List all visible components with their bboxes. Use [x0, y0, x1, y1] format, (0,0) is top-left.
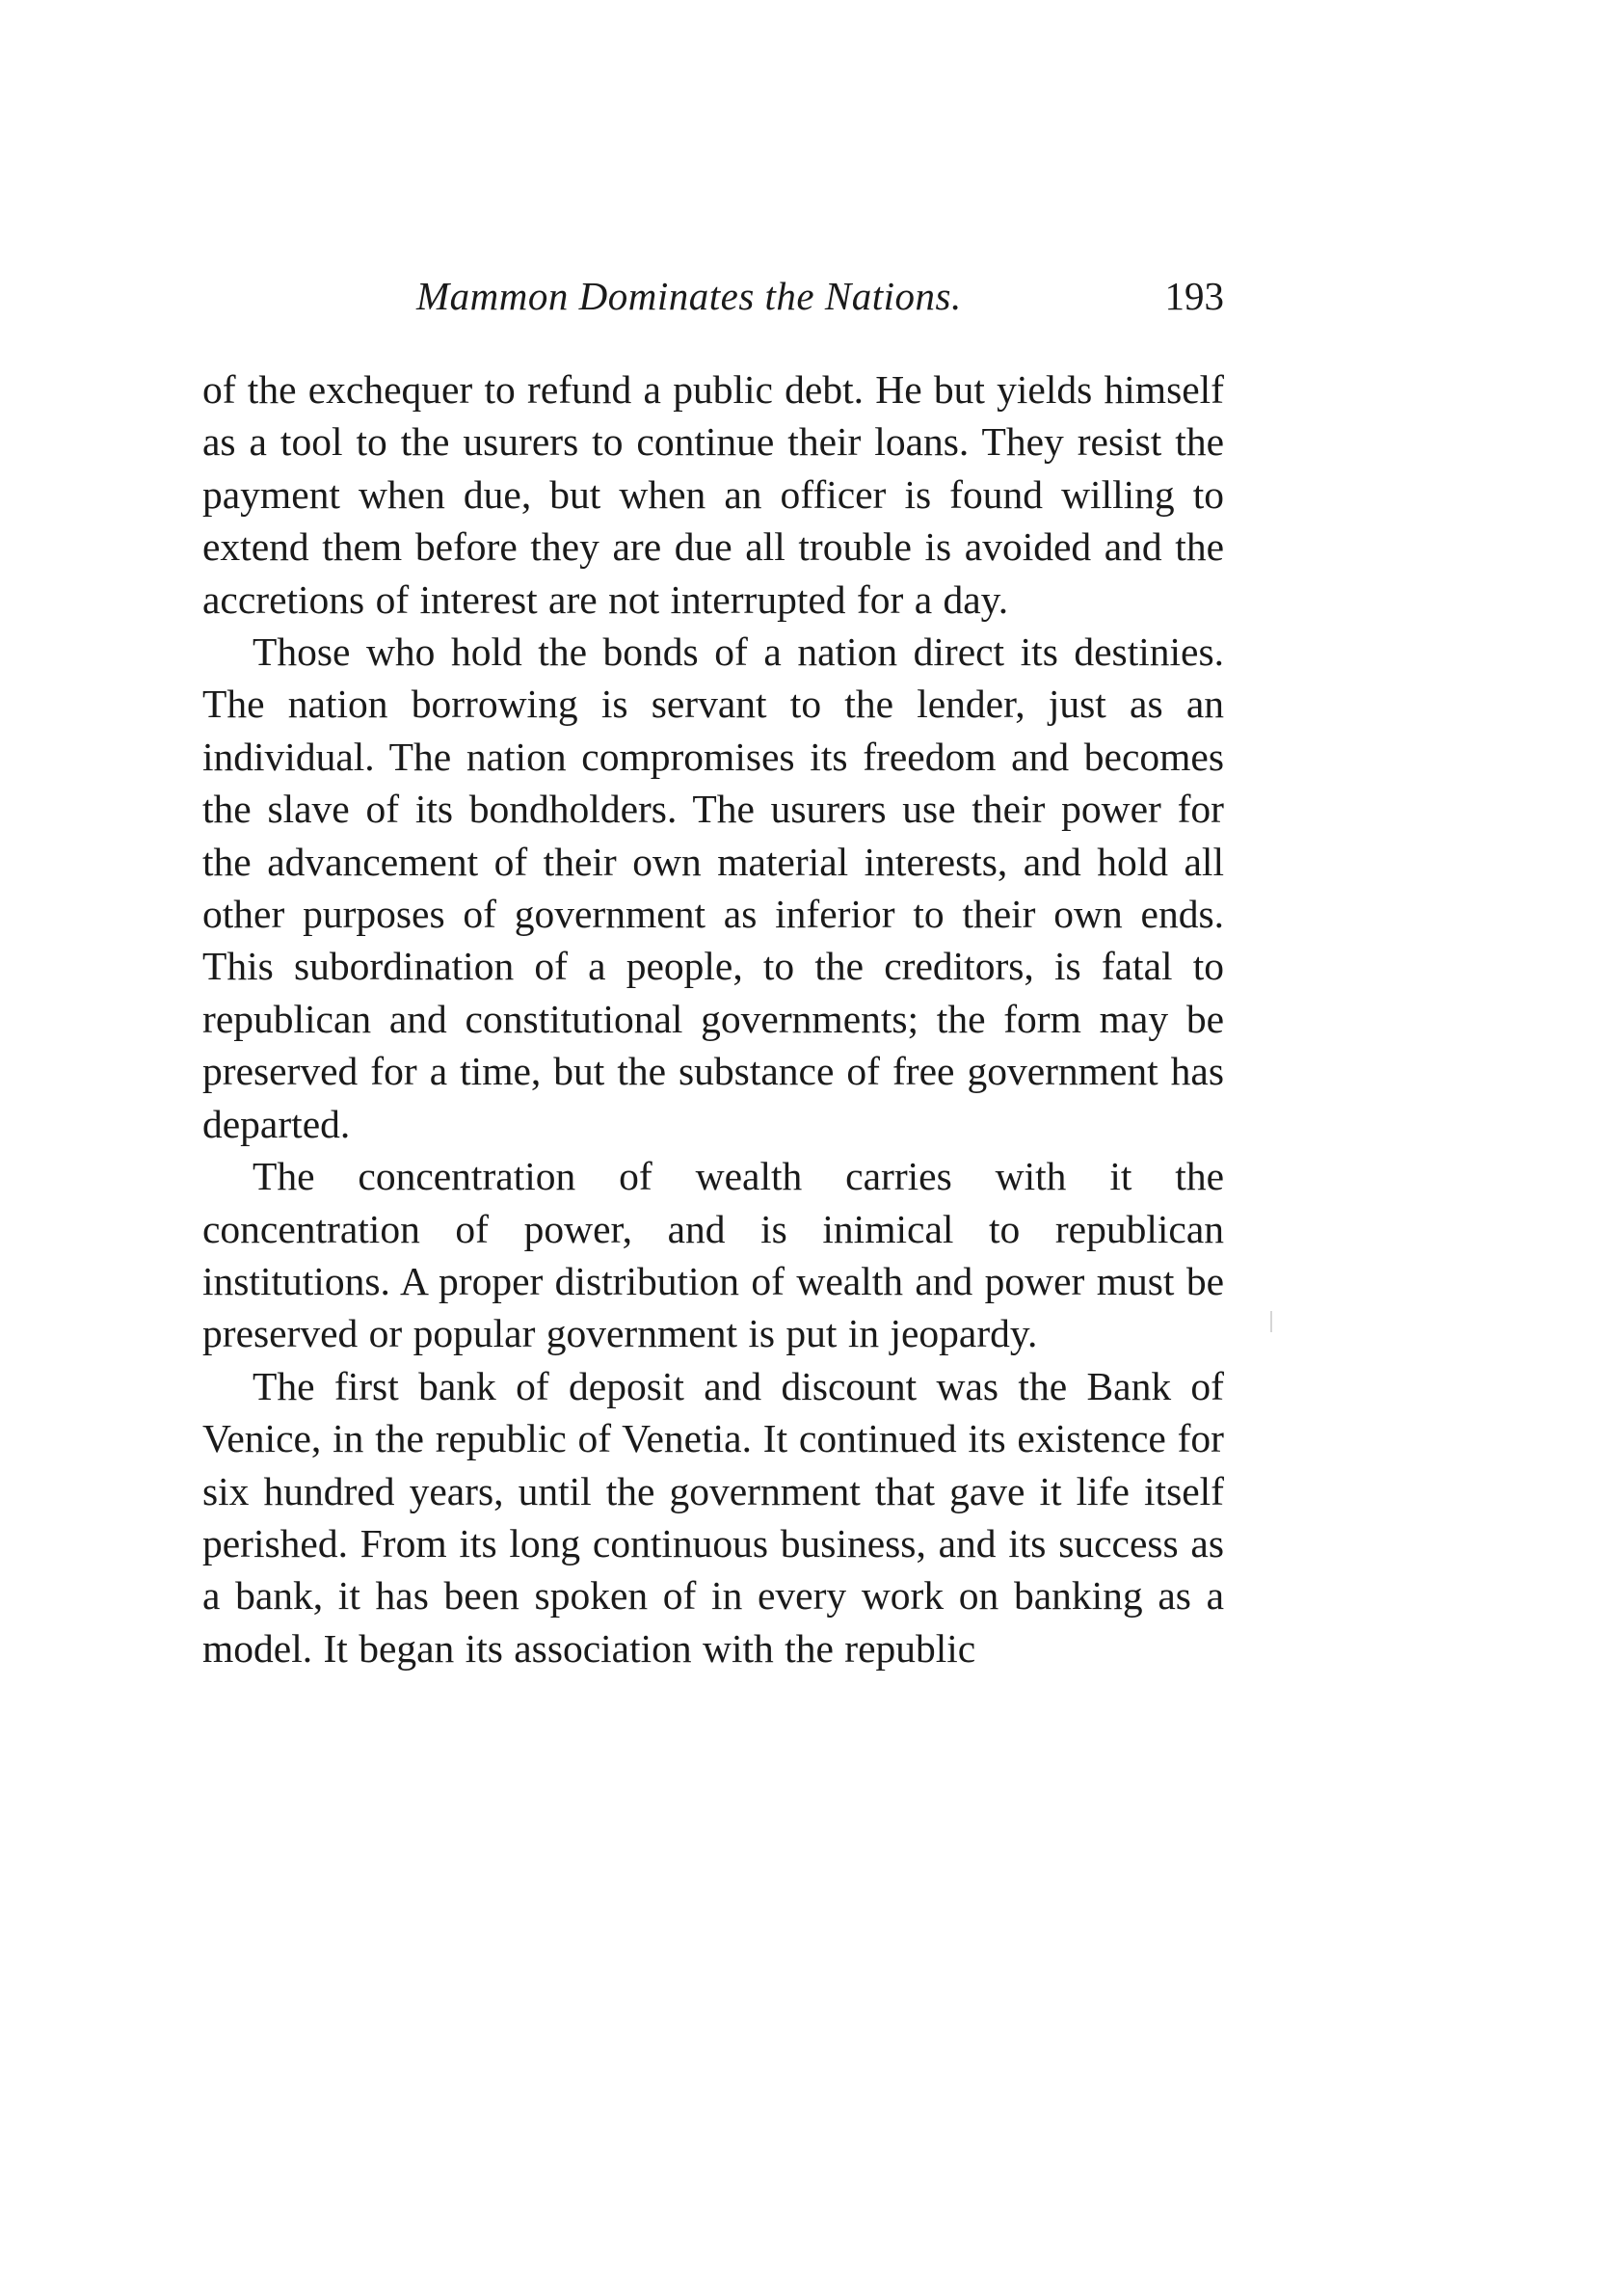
- margin-scan-mark: [1270, 1311, 1272, 1332]
- paragraph-continued: of the exchequer to refund a public debt. He but yields himself as a tool to the usurers to continue their loans. They resist the payment when due, but when an officer is found willing to extend them before they are due all trouble is avoided and the accretions of interest are not interrupted for a day.: [202, 367, 1224, 622]
- paragraph-concentration: The concentration of wealth carries with it the concentration of power, and is inimical to republican institutions. A proper distribution of wealth and power must be preserved or popular government is put in jeopardy.: [202, 1154, 1224, 1356]
- page-number: 193: [1164, 274, 1224, 318]
- paragraph-bank-of-venice: The first bank of deposit and discount was the Bank of Venice, in the republic of Venetia. It continued its existence for six hundred years, until the government that gave it life itself perished. From its long continuous business, and its success as a bank, it has been spoken of in every work on banking as a model. It began its association with the republic: [202, 1363, 1224, 1671]
- running-title: Mammon Dominates the Nations.: [416, 274, 962, 318]
- running-head: [202, 273, 1224, 331]
- paragraph-bonds: Those who hold the bonds of a nation direct its destinies. The nation borrowing is servant to the lender, just as an individual. The nation compromises its freedom and becomes the slave of its bondholders. The usurers use their power for the advancement of their own material interests, and hold all other purposes of government as inferior to their own ends. This subordination of a people, to the creditors, is fatal to republican and constitutional governments; the form may be preserved for a time, but the substance of free government has departed.: [202, 629, 1224, 1146]
- body-text: [202, 363, 1224, 1674]
